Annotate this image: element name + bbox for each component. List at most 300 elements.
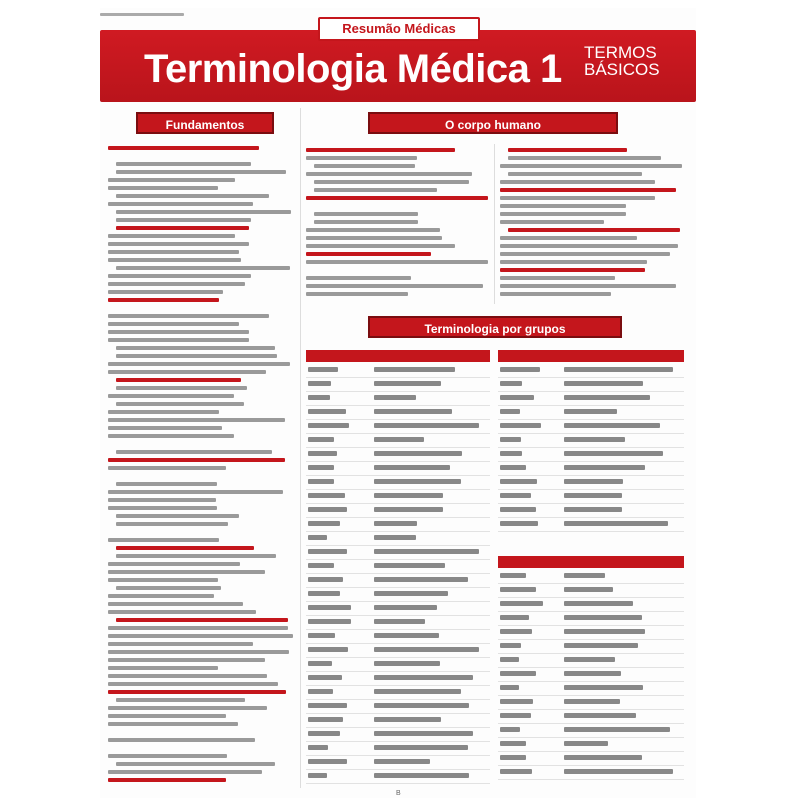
table-row (498, 462, 684, 476)
text-line (500, 284, 676, 288)
text-line (108, 506, 217, 510)
text-line (108, 650, 289, 654)
table-row (306, 644, 490, 658)
table-cell-term (500, 615, 529, 620)
table-cell-meaning (564, 573, 605, 578)
table-cell-meaning (564, 465, 645, 470)
table-header (498, 556, 684, 568)
table-row (306, 630, 490, 644)
table-row (498, 406, 684, 420)
table-cell-term (308, 675, 342, 680)
text-line (108, 722, 238, 726)
text-line (108, 298, 219, 302)
table-header (306, 350, 490, 362)
body-divider (494, 144, 495, 304)
table-row (306, 504, 490, 518)
table-row (306, 588, 490, 602)
table-row (306, 672, 490, 686)
text-line (306, 236, 442, 240)
table-row (498, 738, 684, 752)
text-line (116, 226, 249, 230)
table-cell-meaning (374, 717, 441, 722)
table-cell-meaning (374, 451, 462, 456)
table-cell-meaning (374, 577, 468, 582)
body-left-text (306, 144, 490, 304)
table-row (306, 574, 490, 588)
text-line (108, 458, 285, 462)
table-row (498, 434, 684, 448)
table-row (306, 770, 490, 784)
table-row (498, 626, 684, 640)
table-cell-term (500, 643, 521, 648)
text-line (116, 762, 275, 766)
text-line (500, 204, 626, 208)
table-row (498, 752, 684, 766)
text-line (116, 210, 291, 214)
table-cell-meaning (374, 423, 479, 428)
text-line (116, 378, 241, 382)
table-row (498, 766, 684, 780)
text-line (108, 706, 267, 710)
text-line (108, 770, 262, 774)
table-row (498, 598, 684, 612)
text-line (116, 386, 247, 390)
table-row (498, 682, 684, 696)
table-cell-meaning (564, 395, 650, 400)
table-row (306, 700, 490, 714)
page-subtitle (584, 44, 660, 78)
table-cell-term (500, 573, 526, 578)
text-line (314, 220, 418, 224)
table-cell-term (500, 423, 541, 428)
table-cell-term (500, 507, 536, 512)
text-line (108, 338, 249, 342)
table-row (498, 654, 684, 668)
table-cell-meaning (374, 381, 441, 386)
text-line (108, 658, 265, 662)
table-cell-term (500, 727, 520, 732)
table-cell-term (500, 629, 532, 634)
text-line (500, 260, 647, 264)
table-cell-meaning (564, 699, 620, 704)
table-cell-term (308, 437, 334, 442)
table-row (498, 584, 684, 598)
table-cell-term (500, 367, 540, 372)
text-line (108, 234, 235, 238)
text-line (116, 266, 290, 270)
text-line (108, 714, 226, 718)
text-line (306, 156, 417, 160)
text-line (306, 260, 488, 264)
text-line (108, 202, 253, 206)
table-row (306, 658, 490, 672)
table-cell-meaning (564, 741, 608, 746)
text-line (314, 212, 418, 216)
text-line (108, 642, 253, 646)
text-line (508, 228, 680, 232)
table-cell-term (308, 423, 349, 428)
text-line (314, 164, 415, 168)
text-line (306, 228, 440, 232)
table-row (498, 476, 684, 490)
table-cell-meaning (564, 493, 622, 498)
table-row (498, 448, 684, 462)
table-header (498, 350, 684, 362)
table-cell-term (500, 685, 519, 690)
table-cell-term (308, 451, 337, 456)
text-line (116, 402, 244, 406)
text-line (116, 522, 228, 526)
table-cell-term (500, 409, 520, 414)
table-cell-term (500, 587, 536, 592)
table-row (498, 392, 684, 406)
table-row (306, 602, 490, 616)
text-line (306, 276, 411, 280)
table-cell-term (500, 741, 526, 746)
table-cell-meaning (374, 745, 468, 750)
table-cell-term (308, 563, 334, 568)
table-cell-term (308, 577, 343, 582)
text-line (108, 602, 243, 606)
subtitle-line-1: TERMOS (584, 43, 657, 62)
text-line (306, 196, 488, 200)
text-line (108, 370, 266, 374)
table-row (498, 570, 684, 584)
table-cell-term (308, 605, 351, 610)
text-line (116, 170, 286, 174)
table-cell-term (500, 465, 526, 470)
terms-table-right-top (498, 350, 684, 540)
text-line (500, 220, 604, 224)
text-line (108, 242, 249, 246)
text-line (116, 514, 239, 518)
text-line (306, 148, 455, 152)
table-row (498, 612, 684, 626)
table-cell-meaning (374, 409, 452, 414)
table-row (306, 364, 490, 378)
text-line (508, 156, 661, 160)
text-line (116, 586, 221, 590)
table-cell-term (500, 381, 522, 386)
table-cell-meaning (564, 451, 663, 456)
table-cell-term (308, 731, 340, 736)
table-cell-meaning (564, 769, 673, 774)
text-line (108, 666, 218, 670)
table-row (498, 710, 684, 724)
column-divider (300, 108, 301, 788)
text-line (500, 292, 611, 296)
text-line (108, 322, 239, 326)
text-line (500, 180, 655, 184)
table-row (498, 724, 684, 738)
table-cell-meaning (374, 395, 416, 400)
table-row (306, 434, 490, 448)
table-row (498, 640, 684, 654)
text-line (108, 626, 288, 630)
text-line (108, 274, 251, 278)
table-cell-meaning (564, 727, 670, 732)
table-cell-term (308, 367, 338, 372)
text-line (108, 290, 223, 294)
table-cell-meaning (374, 661, 440, 666)
text-line (116, 346, 275, 350)
table-cell-term (308, 633, 335, 638)
table-row (306, 728, 490, 742)
table-cell-term (308, 759, 347, 764)
table-cell-meaning (374, 507, 443, 512)
table-row (498, 420, 684, 434)
table-cell-meaning (564, 437, 625, 442)
table-cell-term (308, 745, 328, 750)
table-row (498, 504, 684, 518)
table-row (498, 364, 684, 378)
text-line (500, 276, 615, 280)
text-line (116, 162, 251, 166)
text-line (108, 394, 234, 398)
table-cell-term (308, 479, 334, 484)
table-cell-term (500, 521, 538, 526)
table-cell-meaning (564, 423, 660, 428)
table-cell-meaning (374, 689, 461, 694)
table-cell-meaning (564, 713, 636, 718)
text-line (108, 434, 234, 438)
text-line (108, 186, 218, 190)
text-line (500, 236, 637, 240)
table-cell-term (308, 507, 347, 512)
table-cell-meaning (374, 479, 461, 484)
text-line (108, 146, 259, 150)
text-line (500, 212, 626, 216)
table-cell-meaning (374, 773, 469, 778)
table-cell-term (500, 769, 532, 774)
text-line (108, 498, 216, 502)
section-groups-header: Terminologia por grupos (368, 316, 622, 338)
table-cell-term (308, 661, 332, 666)
table-row (306, 406, 490, 420)
table-cell-term (308, 591, 340, 596)
table-row (498, 378, 684, 392)
text-line (116, 698, 245, 702)
text-line (108, 282, 245, 286)
brand-logo: Resumão Médicas (318, 17, 480, 41)
table-cell-meaning (564, 521, 668, 526)
text-line (108, 362, 290, 366)
table-cell-meaning (564, 685, 643, 690)
table-row (306, 532, 490, 546)
section-fundamentals-header: Fundamentos (136, 112, 274, 134)
text-line (500, 252, 670, 256)
text-line (108, 418, 285, 422)
table-cell-meaning (374, 493, 443, 498)
table-row (498, 668, 684, 682)
text-line (108, 594, 214, 598)
table-cell-meaning (564, 755, 642, 760)
body-right-text (500, 144, 686, 304)
table-row (306, 420, 490, 434)
text-line (306, 244, 455, 248)
table-cell-meaning (564, 643, 638, 648)
table-cell-term (500, 699, 533, 704)
table-cell-meaning (374, 535, 416, 540)
text-line (108, 738, 255, 742)
table-cell-term (308, 409, 346, 414)
table-row (498, 490, 684, 504)
table-cell-term (500, 493, 531, 498)
table-cell-meaning (374, 619, 425, 624)
text-line (108, 426, 222, 430)
text-line (306, 292, 408, 296)
text-line (108, 754, 227, 758)
terms-table-right-bottom (498, 556, 684, 786)
text-line (500, 164, 682, 168)
section-body-header: O corpo humano (368, 112, 618, 134)
table-row (306, 476, 490, 490)
text-line (108, 634, 293, 638)
text-line (108, 314, 269, 318)
table-row (306, 546, 490, 560)
text-line (108, 578, 218, 582)
text-line (108, 778, 226, 782)
table-row (498, 518, 684, 532)
page-footer-mark: B (396, 790, 401, 797)
text-line (108, 410, 219, 414)
fundamentals-column (108, 106, 296, 786)
table-row (306, 490, 490, 504)
table-cell-meaning (374, 605, 437, 610)
table-cell-meaning (374, 521, 417, 526)
table-cell-meaning (564, 629, 645, 634)
text-line (116, 554, 276, 558)
table-cell-meaning (564, 381, 643, 386)
table-cell-term (308, 703, 347, 708)
text-line (306, 284, 483, 288)
page-title: Terminologia Médica 1 (144, 47, 562, 91)
text-line (116, 546, 254, 550)
table-cell-meaning (564, 657, 615, 662)
text-line (108, 538, 219, 542)
text-line (508, 148, 627, 152)
table-cell-meaning (564, 601, 633, 606)
table-row (306, 378, 490, 392)
text-line (116, 482, 217, 486)
table-cell-term (500, 657, 519, 662)
table-cell-meaning (374, 591, 448, 596)
table-row (306, 714, 490, 728)
text-line (116, 194, 269, 198)
text-line (108, 562, 240, 566)
text-line (508, 172, 642, 176)
table-cell-meaning (564, 367, 673, 372)
table-cell-term (500, 601, 543, 606)
table-cell-meaning (564, 671, 621, 676)
table-cell-meaning (374, 675, 473, 680)
table-cell-meaning (374, 647, 479, 652)
table-cell-term (308, 493, 345, 498)
table-cell-meaning (374, 633, 439, 638)
table-cell-meaning (374, 759, 430, 764)
table-cell-term (500, 451, 522, 456)
text-line (108, 466, 226, 470)
table-cell-meaning (374, 367, 455, 372)
table-row (306, 462, 490, 476)
table-cell-term (308, 465, 334, 470)
text-line (116, 450, 272, 454)
table-cell-meaning (564, 479, 623, 484)
table-cell-meaning (374, 437, 424, 442)
table-cell-term (500, 479, 537, 484)
table-row (306, 756, 490, 770)
table-row (306, 448, 490, 462)
text-line (108, 330, 249, 334)
table-cell-term (500, 713, 531, 718)
table-cell-term (308, 647, 348, 652)
text-line (108, 250, 239, 254)
table-cell-term (308, 773, 327, 778)
subtitle-line-2: BÁSICOS (584, 60, 660, 79)
table-row (306, 560, 490, 574)
table-cell-term (500, 755, 526, 760)
terms-table-left (306, 350, 490, 790)
table-cell-meaning (564, 409, 617, 414)
table-cell-term (308, 521, 340, 526)
table-cell-meaning (374, 703, 469, 708)
table-row (306, 518, 490, 532)
text-line (116, 618, 288, 622)
table-cell-term (308, 381, 331, 386)
text-line (116, 354, 277, 358)
text-line (108, 570, 265, 574)
text-line (306, 252, 431, 256)
table-row (306, 686, 490, 700)
text-line (116, 218, 251, 222)
table-cell-meaning (374, 563, 445, 568)
table-cell-meaning (564, 507, 622, 512)
text-line (108, 674, 267, 678)
text-line (314, 180, 469, 184)
table-cell-term (308, 535, 327, 540)
table-cell-term (500, 395, 534, 400)
table-cell-meaning (564, 587, 613, 592)
text-line (500, 188, 676, 192)
table-row (306, 616, 490, 630)
text-line (108, 178, 235, 182)
table-cell-term (500, 437, 521, 442)
text-line (500, 196, 655, 200)
table-cell-meaning (564, 615, 642, 620)
text-line (306, 172, 472, 176)
table-cell-meaning (374, 731, 473, 736)
text-line (108, 490, 283, 494)
table-cell-term (308, 717, 343, 722)
table-cell-meaning (374, 549, 479, 554)
text-line (108, 682, 278, 686)
table-cell-term (308, 689, 333, 694)
table-cell-term (308, 395, 330, 400)
table-cell-term (500, 671, 536, 676)
table-cell-meaning (374, 465, 450, 470)
text-line (108, 690, 286, 694)
text-line (108, 258, 241, 262)
table-cell-term (308, 619, 351, 624)
text-line (500, 244, 678, 248)
text-line (108, 610, 256, 614)
table-row (498, 696, 684, 710)
table-cell-term (308, 549, 347, 554)
table-row (306, 392, 490, 406)
table-row (306, 742, 490, 756)
text-line (500, 268, 645, 272)
cheat-sheet-page (100, 8, 696, 798)
